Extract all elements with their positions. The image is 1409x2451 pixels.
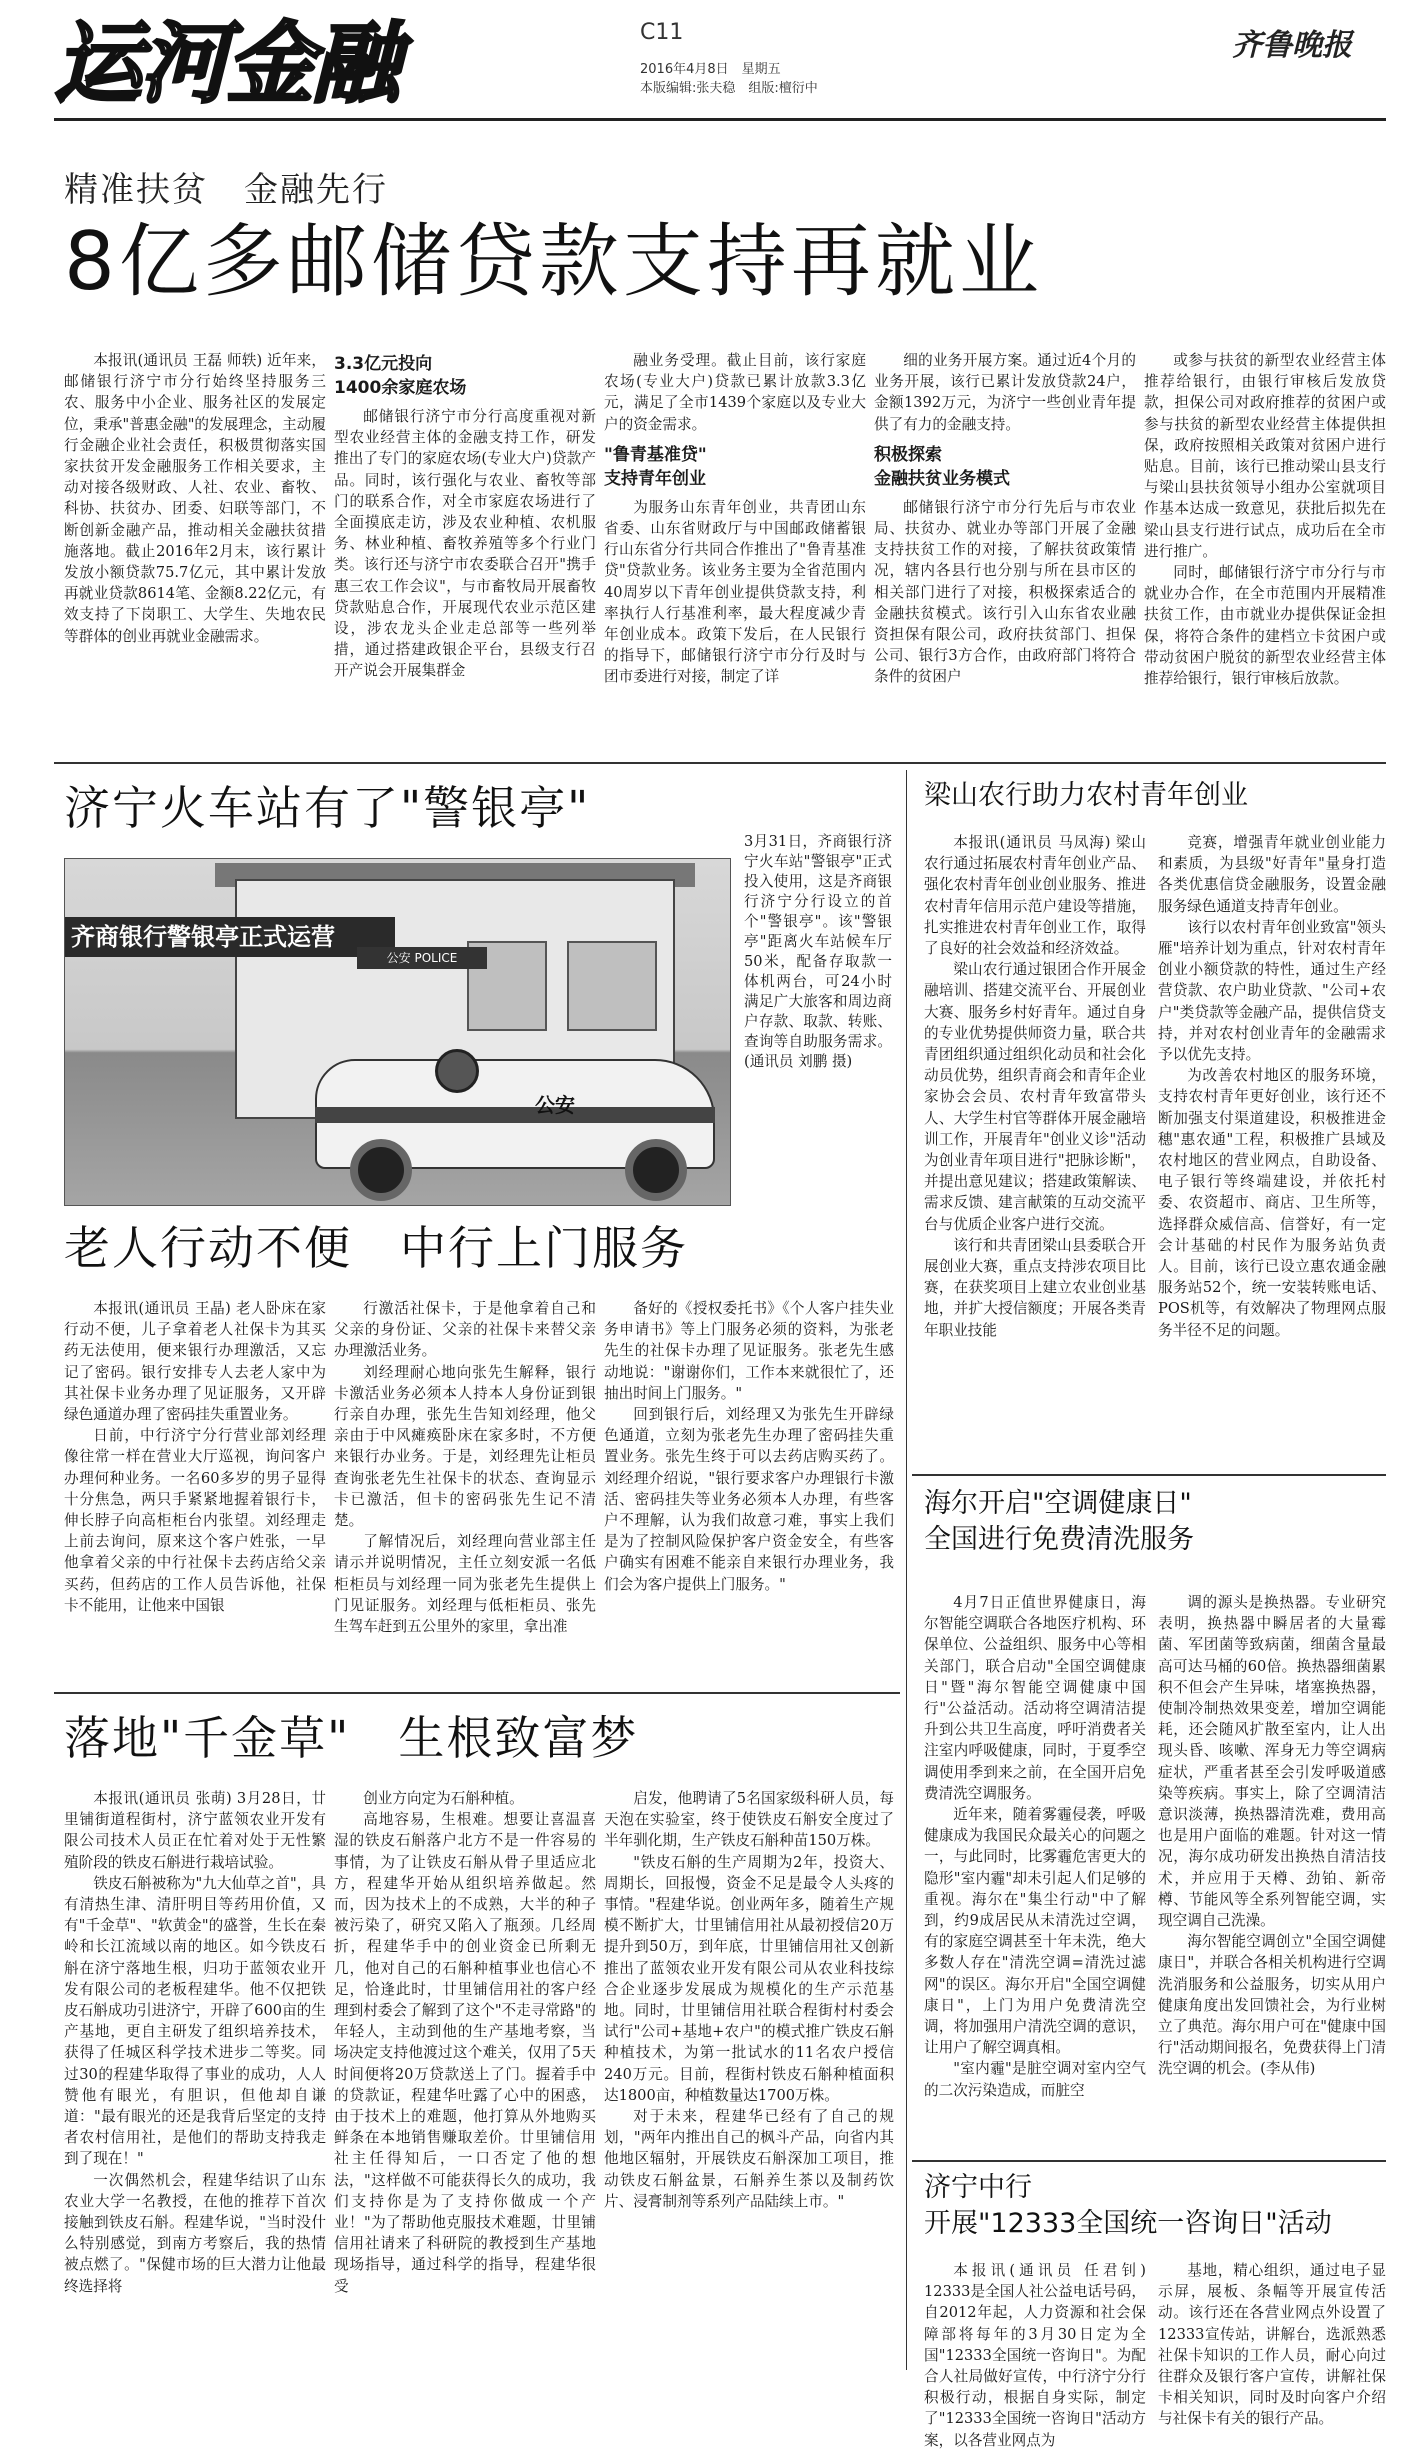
paragraph: 回到银行后，刘经理又为张先生开辟绿色通道，立刻为张老先生办理了密码挂失重置业务。张先生终于可以去药店购买药了。刘经理介绍说，"银行要求客户办理银行卡激活、密码挂失等业务必须本人办理，有些客户不理解，认为我们故意刁难，事实上我们是为了控制风险保护客户资金安全，有些客户确实有困难不能亲自来银行办理业务，我们会为客户提供上门服务。" xyxy=(604,1406,894,1593)
header-rule xyxy=(54,118,1386,121)
police-emblem-icon xyxy=(435,1049,479,1093)
liangshan-column-1 xyxy=(924,832,1146,1464)
paragraph: 一次偶然机会，程建华结识了山东农业大学一名教授，在他的推荐下首次接触到铁皮石斛。程建华说，"当时没什么特别感觉，到南方考察后，我的热情被点燃了。"保健市场的巨大潜力让他最终选择将 xyxy=(64,2171,326,2295)
paragraph: 邮储银行济宁市分行高度重视对新型农业经营主体的金融支持工作，研发推出了专门的家庭农场(专业大户)贷款产品。同时，该行强化与农业、畜牧等部门的联系合作，对全市家庭农场进行了全面摸底走访，涉及农业种植、农机服务、林业种植、畜牧养殖等多个行业门类。该行还与济宁市农委联合召开"携手惠三农工作会议"，与市畜牧局开展畜牧贷款贴息合作，开展现代农业示范区建设，涉农龙头企业走总部等一些列举措，通过搭建政银企平台，县级支行召开产说会开展集群金 xyxy=(334,408,596,680)
liangshan-column-2 xyxy=(1158,832,1386,1464)
photo-banner: 齐商银行警银亭正式运营 xyxy=(65,917,395,957)
elder-column-1 xyxy=(64,1298,326,1678)
grass-column-2 xyxy=(334,1788,596,2378)
subhead: 3.3亿元投向 1400余家庭农场 xyxy=(334,354,467,398)
paragraph: 日前，中行济宁分行营业部刘经理像往常一样在营业大厅巡视，询问客户办理何种业务。一名60多岁的男子显得十分焦急，两只手紧紧地握着银行卡，伸长脖子向高柜柜台内张望。刘经理走上前去询问，原来这个客户姓张，一早他拿着父亲的中行社保卡去药店给父亲买药，但药店的工作人员告诉他，社保卡不能用，让他来中国银 xyxy=(64,1427,326,1614)
grass-column-1 xyxy=(64,1788,326,2378)
paragraph: 该行和共青团梁山县委联合开展创业大赛，重点支持涉农项目比赛，在获奖项目上建立农业创业基地，并扩大授信额度；开展各类青年职业技能 xyxy=(924,1236,1146,1339)
section-rule xyxy=(912,2160,1386,2162)
haier-column-1 xyxy=(924,1592,1146,2150)
paragraph: 本报讯(通讯员 王磊 师轶) 近年来，邮储银行济宁市分行始终坚持服务三农、服务中小企业、服务社区的发展定位，秉承"普惠金融"的发展理念，主动履行金融企业社会责任，积极贯彻落实国家扶贫开发金融服务工作相关要求，主动对接各级财政、人社、农业、畜牧、科协、扶贫办、团委、妇联等部门，不断创新金融产品，推动相关金融扶贫措施落地。截止2016年2月末，该行累计发放小额贷款75.7亿元，其中累计发放再就业贷款8614笔、金额8.22亿元，有效支持了下岗职工、大学生、失地农民等群体的创业再就业金融需求。 xyxy=(64,352,326,645)
haier-column-2 xyxy=(1158,1592,1386,2150)
paragraph: 行激活社保卡，于是他拿着自己和父亲的身份证、父亲的社保卡来替父亲办理激活业务。 xyxy=(334,1300,596,1360)
section-rule xyxy=(54,1692,900,1694)
paragraph: 对于未来，程建华已经有了自己的规划，"两年内推出自己的枫斗产品，向省内其他地区辐射，开展铁皮石斛深加工项目，推动铁皮石斛盆景，石斛养生茶以及制药饮片、浸膏制剂等系列产品陆续上市。" xyxy=(604,2108,894,2210)
paragraph: 该行以农村青年创业致富"领头雁"培养计划为重点，针对农村青年创业小额贷款的特性，通过生产经营贷款、农户助业贷款、"公司+农户"类贷款等金融产品，提供信贷支持，并对农村创业青年的金融需求予以优先支持。 xyxy=(1158,918,1386,1064)
lead-column-5 xyxy=(1144,350,1386,750)
paragraph: 本报讯(通讯员 张萌) 3月28日，廿里铺街道程街村，济宁蓝领农业开发有限公司技术人员正在忙着对处于无性繁殖阶段的铁皮石斛进行栽培试验。 xyxy=(64,1790,326,1871)
section-title: 运河金融 xyxy=(54,12,399,115)
paragraph: 融业务受理。截止目前，该行家庭农场(专业大户)贷款已累计放款3.3亿元，满足了全市1439个家庭以及专业大户的资金需求。 xyxy=(604,352,866,433)
paragraph: 海尔智能空调创立"全国空调健康日"，并联合各相关机构进行空调洗消服务和公益服务，切实从用户健康角度出发回馈社会，为行业树立了典范。海尔用户可在"健康中国行"活动期间报名，免费获得上门清洗空调的机会。(李从伟) xyxy=(1158,1933,1386,2078)
paragraph: 4月7日正值世界健康日，海尔智能空调联合各地医疗机构、环保单位、公益组织、服务中心等相关部门，联合启动"全国空调健康日"暨"海尔智能空调健康中国行"公益活动。活动将空调清洁提升到公共卫生高度，呼吁消费者关注室内呼吸健康，同时，于夏季空调使用季到来之前，在全国开启免费清洗空调服务。 xyxy=(924,1594,1146,1802)
wheel-icon xyxy=(350,1139,412,1201)
lead-column-1 xyxy=(64,350,326,750)
paragraph: 高地容易，生根难。想要让喜温喜湿的铁皮石斛落户北方不是一件容易的事情，为了让铁皮石斛从骨子里适应北方，程建华开始从组织培养做起。然而，因为技术上的不成熟，大半的种子被污染了，研究又陷入了瓶颈。几经周折，程建华手中的创业资金已所剩无几，他对自己的石斛种植事业也信心不足，恰逢此时，廿里铺信用社的客户经理到村委会了解到了这个"不走寻常路"的年轻人，主动到他的生产基地考察，当场决定支持他渡过这个难关，仅用了5天时间便将20万贷款送上了门。握着手中的贷款证，程建华吐露了心中的困惑，由于技术上的难题，他打算从外地购买鲜条在本地销售赚取差价。廿里铺信用社主任得知后，一口否定了他的想法，"这样做不可能获得长久的成功，我们支持你是为了支持你做成一个产业！"为了帮助他克服技术难题，廿里铺信用社请来了科研院的教授到生产基地现场指导，通过科学的指导，程建华很受 xyxy=(334,1811,596,2295)
paragraph: 邮储银行济宁市分行先后与市农业局、扶贫办、就业办等部门开展了金融支持扶贫工作的对接，了解扶贫政策情况，辖内各县行也分别与所在县市区的相关部门进行了对接，积极探索适合的金融扶贫模式。该行引入山东省农业融资担保有限公司，政府扶贫部门、担保公司、银行3方合作，由政府部门将符合条件的贫困户 xyxy=(874,498,1136,686)
paragraph: 了解情况后，刘经理向营业部主任请示并说明情况，主任立刻安派一名低柜柜员与刘经理一同为张老先生提供上门见证服务。刘经理与低柜柜员、张先生驾车赶到五公里外的家里，拿出准 xyxy=(334,1533,596,1636)
car-label: 公安 xyxy=(535,1093,575,1117)
caption-text: 3月31日，齐商银行济宁火车站"警银亭"正式投入使用，这是齐商银行济宁分行设立的首个"警银亭"。该"警银亭"距离火车站候车厅50米，配备存取款一体机两台，可24小时满足广大旅客和周边商户存款、取款、转账、查询等自助服务需求。(通讯员 刘鹏 摄) xyxy=(744,833,892,1070)
wheel-icon xyxy=(625,1139,687,1201)
section-rule xyxy=(912,1474,1386,1476)
paragraph: 本报讯(通讯员 任君钊) 12333是全国人社公益电话号码，自2012年起，人力资源和社会保障部将每年的3月30日定为全国"12333全国统一咨询日"。为配合人社局做好宣传，中行济宁分行积极行动，根据自身实际，制定了"12333全国统一咨询日"活动方案，以各营业网点为 xyxy=(924,2262,1146,2449)
section-rule xyxy=(54,762,1386,764)
paragraph: "室内霾"是脏空调对室内空气的二次污染造成，而脏空 xyxy=(924,2060,1146,2099)
lead-kicker: 精准扶贫 金融先行 xyxy=(64,170,388,210)
haier-headline: 海尔开启"空调健康日" 全国进行免费清洗服务 xyxy=(924,1488,1194,1555)
paragraph: 刘经理耐心地向张先生解释，银行卡激活业务必须本人持本人身份证到银行亲自办理，张先生告知刘经理，他父亲由于中风瘫痪卧床在家多时，不方便来银行办业务。于是，刘经理先让柜员查询张老先生社保卡的状态、查询显示卡已激活，但卡的密码张先生记不清楚。 xyxy=(334,1363,596,1530)
booth-window xyxy=(567,941,657,1031)
elder-headline: 老人行动不便 中行上门服务 xyxy=(64,1221,688,1275)
paragraph: 梁山农行通过银团合作开展金融培训、搭建交流平台、开展创业大赛、服务乡村好青年。通过自身的专业优势提供师资力量，联合共青团组织通过组织化动员和社会化动员优势，组织青商会和青年企业家协会会员、农村青年致富带头人、大学生村官等群体开展金融培训工作，开展青年"创业义诊"活动为创业青年项目进行"把脉诊断"，并提出意见建议；搭建政策解读、需求反馈、建言献策的互动交流平台与优质企业客户进行交流。 xyxy=(924,961,1146,1233)
paragraph: 竞赛，增强青年就业创业能力和素质，为县级"好青年"量身打造各类优惠信贷金融服务，设置金融服务绿色通道支持青年创业。 xyxy=(1158,834,1386,915)
elder-column-3 xyxy=(604,1298,894,1678)
date-text: 2016年4月8日 星期五 xyxy=(640,62,781,77)
lead-column-3 xyxy=(604,350,866,750)
paragraph: "铁皮石斛的生产周期为2年，投资大、周期长，回报慢，资金不足是最令人头疼的事情。"程建华说。创业两年多，随着生产规模不断扩大，廿里铺信用社从最初授信20万提升到50万，到年底，廿里铺信用社又创新推出了蓝领农业开发有限公司从农业科技综合企业逐步发展成为规模化的生产示范基地。同时，廿里铺信用社联合程街村村委会试行"公司+基地+农户"的模式推广铁皮石斛种植技术，为第一批试水的11名农户授信240万元。目前，程街村铁皮石斛种植面积达1800亩，种植数量达1700万株。 xyxy=(604,1853,894,2104)
police-sign: 公安 POLICE xyxy=(357,947,487,969)
grass-headline: 落地"千金草" 生根致富梦 xyxy=(64,1711,639,1765)
paragraph: 为服务山东青年创业，共青团山东省委、山东省财政厅与中国邮政储蓄银行山东省分行共同合作推出了"鲁青基准贷"贷款业务。该业务主要为全省范围内40周岁以下青年创业提供贷款支持，利率执行人行基准利率，最大程度减少青年创业成本。政策下发后，在人民银行的指导下，邮储银行济宁市分行及时与团市委进行对接，制定了详 xyxy=(604,498,866,686)
paragraph: 细的业务开展方案。通过近4个月的业务开展，该行已累计发放贷款24户，金额1392万元，为济宁一些创业青年提供了有力的金融支持。 xyxy=(874,352,1136,433)
paragraph: 基地，精心组织，通过电子显示屏，展板、条幅等开展宣传活动。该行还在各营业网点外设置了12333宣传站，讲解台，选派熟悉社保卡知识的工作人员，耐心向过往群众及银行客户宣传，讲解社保卡相关知识，同时及时向客户介绍与社保卡有关的银行产品。 xyxy=(1158,2262,1386,2428)
paragraph: 备好的《授权委托书》《个人客户挂失业务申请书》等上门服务必须的资料，为张老先生的社保卡办理了见证服务。张老先生感动地说："谢谢你们，工作本来就很忙了，还抽出时间上门服务。" xyxy=(604,1300,894,1402)
column-divider xyxy=(906,770,907,2370)
page-code: C11 xyxy=(640,20,684,45)
paragraph: 本报讯(通讯员 王晶) 老人卧床在家行动不便，儿子拿着老人社保卡为其买药无法使用，便来银行办理激活，又忘记了密码。银行安排专人去老人家中为其社保卡业务办理了见证服务，又开辟绿色通道办理了密码挂失重置业务。 xyxy=(64,1300,326,1424)
paper-logo: 齐鲁晚报 xyxy=(1232,28,1352,63)
elder-column-2 xyxy=(334,1298,596,1678)
subhead: 积极探索 金融扶贫业务模式 xyxy=(874,444,1010,489)
liangshan-headline: 梁山农行助力农村青年创业 xyxy=(924,780,1248,811)
paragraph: 为改善农村地区的服务环境，支持农村青年更好创业，该行还不断加强支付渠道建设，积极推进金穗"惠农通"工程，积极推广县域及农村地区的营业网点，自助设备、电子银行等终端建设，并依托村委、农资超市、商店、卫生所等，选择群众威信高、信誉好，有一定会计基础的村民作为服务站负责人。目前，该行已设立惠农通金融服务站52个，统一安装转账电话、POS机等，有效解决了物理网点服务半径不足的问题。 xyxy=(1158,1067,1386,1339)
paragraph: 创业方向定为石斛种植。 xyxy=(363,1790,524,1807)
paragraph: 近年来，随着雾霾侵袭，呼吸健康成为我国民众最关心的问题之一，与此同时，比雾霾危害更大的隐形"室内霾"却未引起人们足够的重视。海尔在"集尘行动"中了解到，约9成居民从未清洗过空调，有的家庭空调甚至十年未洗，绝大多数人存在"清洗空调=清洗过滤网"的误区。海尔开启"全国空调健康日"，上门为用户免费清洗空调，将加强用户清洗空调的意识，让用户了解空调真相。 xyxy=(924,1806,1146,2057)
paragraph: 同时，邮储银行济宁市分行与市就业办合作，在全市范围内开展精准扶贫工作，由市就业办提供保证金担保，将符合条件的建档立卡贫困户或带动贫困户脱贫的新型农业经营主体推荐给银行，银行审核后放款。 xyxy=(1144,564,1386,688)
station-caption xyxy=(744,832,892,1204)
station-headline: 济宁火车站有了"警银亭" xyxy=(64,781,591,835)
lead-column-4 xyxy=(874,350,1136,750)
paragraph: 本报讯(通讯员 马凤海) 梁山农行通过拓展农村青年创业产品、强化农村青年创业创业服务、推进农村青年信用示范户建设等措施，扎实推进农村青年创业工作，取得了良好的社会效益和经济效益。 xyxy=(924,834,1146,958)
paragraph: 铁皮石斛被称为"九大仙草之首"，具有清热生津、清肝明目等药用价值，又有"千金草"、"软黄金"的盛誉，生长在秦岭和长江流域以南的地区。如今铁皮石斛在济宁落地生根，归功于蓝领农业开发有限公司的老板程建华。他不仅把铁皮石斛成功引进济宁，开辟了600亩的生产基地，更自主研发了组织培养技术，获得了任城区科学技术进步二等奖。同过30的程建华取得了事业的成功，人人赞他有眼光，有胆识，但他却自谦道："最有眼光的还是我背后坚定的支持者农村信用社，是他们的帮助支持我走到了现在！" xyxy=(64,1874,326,2168)
service-column-1 xyxy=(924,2260,1146,2449)
lead-headline: 8亿多邮储贷款支持再就业 xyxy=(64,215,1043,308)
service-headline: 济宁中行 开展"12333全国统一咨询日"活动 xyxy=(924,2172,1332,2239)
editors-text: 本版编辑:张夫稳 组版:檀衍中 xyxy=(640,81,818,96)
paragraph: 调的源头是换热器。专业研究表明，换热器中瞬居者的大量霉菌、军团菌等致病菌，细菌含量最高可达马桶的60倍。换热器细菌累积不但会产生异味，堵塞换热器，使制冷制热效果变差，增加空调能耗，还会随风扩散至室内，让人出现头昏、咳嗽、浑身无力等空调病症状，严重者甚至会引发呼吸道感染等疾病。事实上，除了空调清洁意识淡薄，换热器清洗难，费用高也是用户面临的难题。针对这一情况，海尔成功研发出换热自清洁技术，并应用于天樽、劲铂、新帝樽、节能风等全系列智能空调，实现空调自己洗澡。 xyxy=(1158,1594,1386,1930)
lead-column-2 xyxy=(334,350,596,750)
date-line xyxy=(640,60,818,98)
car-stripe xyxy=(315,1107,715,1123)
paragraph: 或参与扶贫的新型农业经营主体推荐给银行，由银行审核后发放贷款，担保公司对政府推荐的贫困户或参与扶贫的新型农业经营主体提供担保，政府按照相关政策对贫困户进行贴息。目前，该行已推动梁山县支行与梁山县扶贫领导小组办公室就项目作基本达成一致意见，获批后拟先在梁山县支行进行试点，成功后在全市进行推广。 xyxy=(1144,352,1386,560)
station-photo xyxy=(64,858,731,1206)
subhead: "鲁青基准贷" 支持青年创业 xyxy=(604,444,707,489)
grass-column-3 xyxy=(604,1788,894,2378)
paragraph: 启发，他聘请了5名国家级科研人员，每天泡在实验室，终于使铁皮石斛安全度过了半年驯化期，生产铁皮石斛种苗150万株。 xyxy=(604,1790,894,1850)
service-column-2 xyxy=(1158,2260,1386,2428)
